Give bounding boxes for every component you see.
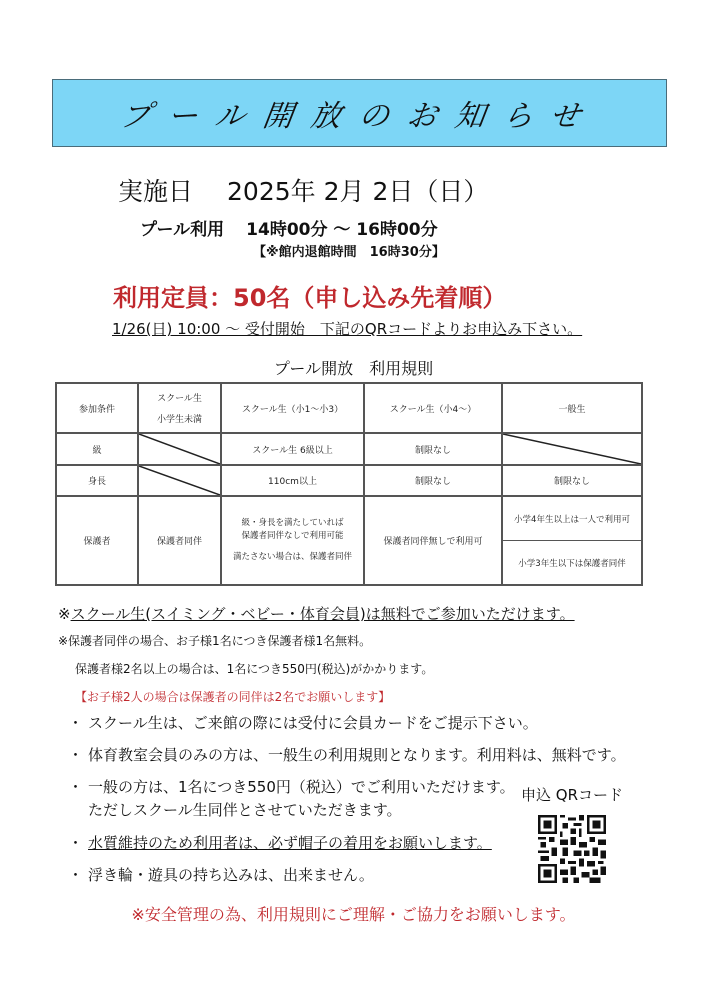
table-row <box>56 465 642 496</box>
note-text: スクール生(スイミング・ベビー・体育会員)は無料でご参加いただけます。 <box>70 605 575 623</box>
row-label: 身長 <box>56 465 138 496</box>
row-label: 保護者 <box>56 496 138 585</box>
capacity-notice: 利用定員：50名（申し込み先着順） <box>113 284 507 312</box>
header-cell: 参加条件 <box>56 383 138 433</box>
rules-table <box>55 382 643 586</box>
cell-line: 保護者同伴なしで利用可能 <box>241 531 344 541</box>
bullet-text: スクール生は、ご来館の際には受付に会員カードをご提示下さい。 <box>88 714 538 732</box>
bullet-dot: ・ <box>68 866 84 884</box>
table-cell <box>502 496 642 585</box>
note-guardian-fee: 保護者様2名以上の場合は、1名につき550円(税込)がかかります。 <box>75 662 434 676</box>
table-cell: 制限なし <box>364 433 502 465</box>
cell-line: 満たさない場合は、保護者同伴 <box>232 552 352 562</box>
event-date <box>118 172 488 208</box>
bullet-continuation: ただしスクール生同伴とさせていただきます。 <box>88 801 402 819</box>
header-cell: 一般生 <box>502 383 642 433</box>
bullet-item <box>68 776 515 797</box>
exit-time-note: 【※館内退館時間 16時30分】 <box>253 245 445 260</box>
header-line: 小学生未満 <box>156 415 202 425</box>
cell-line: 小学3年生以下は保護者同伴 <box>518 558 626 569</box>
table-cell: 保護者同伴 <box>138 496 221 585</box>
header-cell: スクール生（小1～小3） <box>221 383 364 433</box>
note-guardian-free: ※保護者同伴の場合、お子様1名につき保護者様1名無料。 <box>58 634 372 648</box>
table-cell <box>221 496 364 585</box>
note-two-children: 【お子様2人の場合は保護者の同伴は2名でお願いします】 <box>75 690 391 704</box>
title-banner <box>52 79 667 147</box>
cell-line: 小学4年生以上は一人で利用可 <box>503 497 641 541</box>
note-school-free <box>58 603 575 624</box>
qr-code-icon[interactable] <box>538 815 606 883</box>
empty-cell <box>138 433 221 465</box>
table-cell: スクール生 6級以上 <box>221 433 364 465</box>
bullet-dot: ・ <box>68 746 84 764</box>
table-cell: 110cm以上 <box>221 465 364 496</box>
bullet-text: 一般の方は、1名につき550円（税込）でご利用いただけます。 <box>88 778 515 796</box>
bullet-text: 浮き輪・遊具の持ち込みは、出来ません。 <box>88 866 374 884</box>
bullet-text: 水質維持のため利用者は、必ず帽子の着用をお願いします。 <box>88 834 492 852</box>
pool-use-label: プール利用 <box>140 220 225 240</box>
rules-title: プール開放 利用規則 <box>273 359 434 378</box>
table-cell: 制限なし <box>502 465 642 496</box>
bullet-dot: ・ <box>68 778 84 796</box>
bullet-item <box>68 832 492 853</box>
reception-notice: 1/26(日) 10:00 ～ 受付開始 下記のQRコードよりお申込み下さい。 <box>112 320 583 338</box>
bullet-item <box>68 744 626 765</box>
cell-line: 級・身長を満たしていれば <box>241 518 344 528</box>
table-row <box>56 433 642 465</box>
page-title: プール開放のお知らせ <box>117 99 601 134</box>
closing-notice: ※安全管理の為、利用規則にご理解・ご協力をお願いします。 <box>131 905 576 924</box>
header-cell: スクール生（小4～） <box>364 383 502 433</box>
empty-cell <box>138 465 221 496</box>
header-line: スクール生 <box>157 394 202 404</box>
bullet-item <box>68 864 374 885</box>
pool-use-time <box>140 215 438 240</box>
date-value: 2025年 2月 2日（日） <box>227 177 489 206</box>
header-cell <box>138 383 221 433</box>
note-prefix: ※ <box>58 605 71 623</box>
bullet-text: 体育教室会員のみの方は、一般生の利用規則となります。利用料は、無料です。 <box>88 746 626 764</box>
table-header-row <box>56 383 642 433</box>
table-row <box>56 496 642 585</box>
bullet-dot: ・ <box>68 834 84 852</box>
table-cell: 保護者同伴無しで利用可 <box>364 496 502 585</box>
pool-use-value: 14時00分 ～ 16時00分 <box>246 220 438 240</box>
row-label: 級 <box>56 433 138 465</box>
qr-label: 申込 QRコード <box>521 786 623 804</box>
date-label: 実施日 <box>118 177 194 206</box>
bullet-dot: ・ <box>68 714 84 732</box>
bullet-item <box>68 712 538 733</box>
table-cell: 制限なし <box>364 465 502 496</box>
empty-cell <box>502 433 642 465</box>
